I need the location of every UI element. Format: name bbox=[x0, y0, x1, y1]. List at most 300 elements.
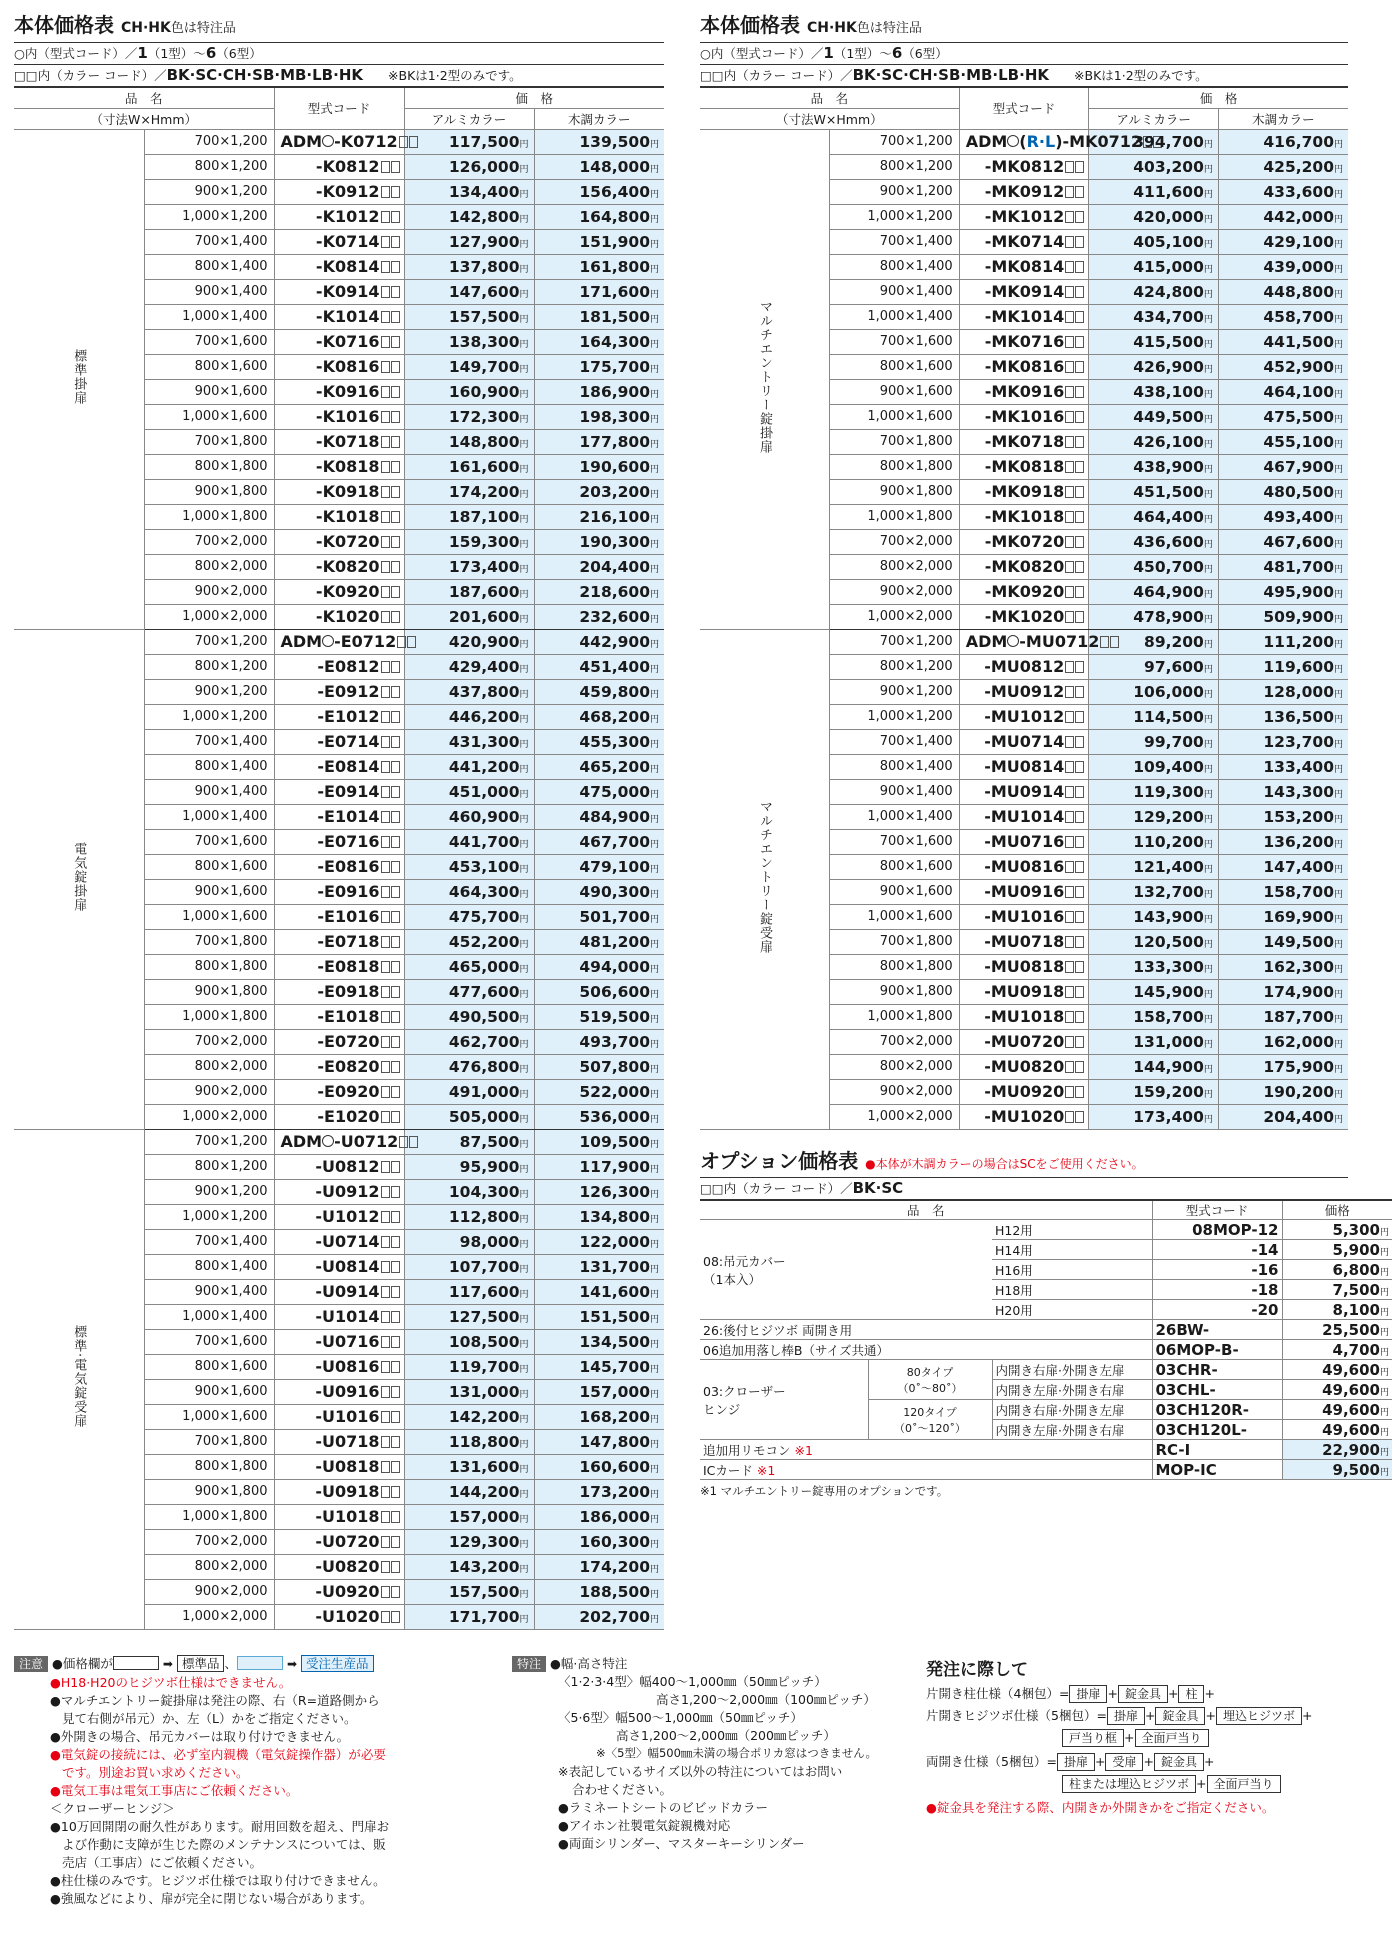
code-cell: -E1018 bbox=[274, 1004, 404, 1029]
code-cell: -U0714 bbox=[274, 1229, 404, 1254]
wood-price: 204,400円 bbox=[534, 554, 664, 579]
color-code-box bbox=[1075, 986, 1084, 998]
color-code-box bbox=[381, 786, 390, 798]
size-cell: 700×2,000 bbox=[144, 1529, 274, 1554]
code-cell: -E1012 bbox=[274, 704, 404, 729]
wood-price: 475,500円 bbox=[1218, 404, 1348, 429]
size-cell: 900×1,400 bbox=[830, 279, 960, 304]
wood-price: 465,200円 bbox=[534, 754, 664, 779]
yen-unit: 円 bbox=[649, 614, 659, 625]
color-code-box bbox=[1075, 611, 1084, 623]
size-cell: 700×1,600 bbox=[144, 829, 274, 854]
yen-unit: 円 bbox=[519, 739, 529, 750]
color-code-box bbox=[391, 311, 400, 323]
size-cell: 1,000×1,400 bbox=[144, 804, 274, 829]
alumi-price: 462,700円 bbox=[404, 1029, 534, 1054]
wood-price: 480,500円 bbox=[1218, 479, 1348, 504]
yen-unit: 円 bbox=[519, 1314, 529, 1325]
size-cell: 800×1,400 bbox=[144, 754, 274, 779]
closer-direction: 内開き右扉·外開き左扉 bbox=[992, 1400, 1152, 1420]
code-cell: -K1012 bbox=[274, 204, 404, 229]
col-code-header: 型式コード bbox=[959, 87, 1089, 129]
yen-unit: 円 bbox=[649, 814, 659, 825]
alumi-price: 394,700円 bbox=[1089, 129, 1219, 154]
wood-price: 190,200円 bbox=[1218, 1079, 1348, 1104]
col-alumi-header: アルミカラー bbox=[404, 108, 534, 129]
yen-unit: 円 bbox=[1203, 289, 1213, 300]
note-7: ●10万回開閉の耐久性があります。耐用回数を超え、門扉お bbox=[50, 1819, 390, 1834]
color-code-box bbox=[1065, 1061, 1074, 1073]
yen-unit: 円 bbox=[649, 1089, 659, 1100]
yen-unit: 円 bbox=[649, 714, 659, 725]
yen-unit: 円 bbox=[1333, 239, 1343, 250]
alumi-price: 97,600円 bbox=[1089, 654, 1219, 679]
size-cell: 1,000×1,800 bbox=[144, 504, 274, 529]
color-code-box bbox=[391, 1111, 400, 1123]
yen-unit: 円 bbox=[649, 1389, 659, 1400]
size-cell: 900×1,400 bbox=[144, 279, 274, 304]
yen-unit: 円 bbox=[1203, 464, 1213, 475]
code-cell: -MU0920 bbox=[959, 1079, 1089, 1104]
color-code-box bbox=[391, 811, 400, 823]
special-6: ※〈5型〉幅500㎜未満の場合ポリカ窓はつきません。 bbox=[596, 1746, 877, 1760]
yen-unit: 円 bbox=[1333, 864, 1343, 875]
wood-price: 467,700円 bbox=[534, 829, 664, 854]
code-cell: -E0914 bbox=[274, 779, 404, 804]
yen-unit: 円 bbox=[1203, 364, 1213, 375]
size-cell: 900×2,000 bbox=[830, 579, 960, 604]
yen-unit: 円 bbox=[1379, 1287, 1389, 1298]
color-code-box bbox=[381, 1461, 390, 1473]
alumi-price: 437,800円 bbox=[404, 679, 534, 704]
alumi-price: 104,300円 bbox=[404, 1179, 534, 1204]
code-cell: -E0920 bbox=[274, 1079, 404, 1104]
yen-unit: 円 bbox=[1203, 939, 1213, 950]
wood-price: 128,000円 bbox=[1218, 679, 1348, 704]
size-cell: 1,000×1,200 bbox=[144, 204, 274, 229]
color-code-box bbox=[391, 1611, 400, 1623]
yen-unit: 円 bbox=[1203, 314, 1213, 325]
order-part: 全面戸当り bbox=[1135, 1729, 1209, 1747]
code-prefix: ADM - bbox=[280, 1132, 341, 1151]
yen-unit: 円 bbox=[519, 139, 529, 150]
option-footnote: ※1 マルチエントリー錠専用のオプションです。 bbox=[700, 1484, 949, 1498]
yen-unit: 円 bbox=[649, 439, 659, 450]
ordering-guide bbox=[926, 1662, 1346, 1816]
color-code-box bbox=[1065, 386, 1074, 398]
yen-unit: 円 bbox=[519, 1289, 529, 1300]
color-code-box bbox=[381, 436, 390, 448]
yen-unit: 円 bbox=[649, 1039, 659, 1050]
type-code-circle bbox=[1007, 135, 1019, 147]
caution-notes bbox=[14, 1654, 494, 1907]
yen-unit: 円 bbox=[649, 1564, 659, 1575]
option-price: 49,600円 bbox=[1282, 1360, 1392, 1380]
size-cell: 1,000×1,600 bbox=[144, 904, 274, 929]
wood-price: 164,800円 bbox=[534, 204, 664, 229]
color-code-box bbox=[1065, 1036, 1074, 1048]
code-cell: -MK0720 bbox=[959, 529, 1089, 554]
color-code-box bbox=[391, 1386, 400, 1398]
size-cell: 900×1,400 bbox=[830, 779, 960, 804]
option-code: 03CHR- bbox=[1152, 1360, 1282, 1380]
code-cell: -E1014 bbox=[274, 804, 404, 829]
color-code-box bbox=[1075, 1036, 1084, 1048]
wood-price: 190,600円 bbox=[534, 454, 664, 479]
option-row bbox=[700, 1340, 1392, 1360]
yen-unit: 円 bbox=[519, 364, 529, 375]
code-cell: -MU1012 bbox=[959, 704, 1089, 729]
code-cell: -K1016 bbox=[274, 404, 404, 429]
col-name-header: 品 名 bbox=[14, 87, 274, 108]
yen-unit: 円 bbox=[1333, 964, 1343, 975]
alumi-price: 436,600円 bbox=[1089, 529, 1219, 554]
wood-price: 169,900円 bbox=[1218, 904, 1348, 929]
cover-size: H16用 bbox=[992, 1260, 1152, 1280]
closer-label bbox=[700, 1360, 868, 1440]
size-cell: 700×1,200 bbox=[144, 629, 274, 654]
special-tag: 特注 bbox=[512, 1656, 546, 1672]
yen-unit: 円 bbox=[649, 339, 659, 350]
color-code-box bbox=[391, 911, 400, 923]
color-code-box bbox=[391, 1011, 400, 1023]
color-code-box bbox=[381, 1336, 390, 1348]
yen-unit: 円 bbox=[1333, 139, 1343, 150]
alumi-price: 451,000円 bbox=[404, 779, 534, 804]
group-label bbox=[14, 1129, 144, 1629]
yen-unit: 円 bbox=[649, 1164, 659, 1175]
yen-unit: 円 bbox=[1333, 639, 1343, 650]
alumi-price: 201,600円 bbox=[404, 604, 534, 629]
size-cell: 1,000×2,000 bbox=[830, 1104, 960, 1129]
color-code-box bbox=[381, 1286, 390, 1298]
alumi-price: 450,700円 bbox=[1089, 554, 1219, 579]
left-price-table bbox=[14, 86, 664, 1630]
yen-unit: 円 bbox=[1333, 414, 1343, 425]
color-code-box bbox=[381, 936, 390, 948]
alumi-price: 144,900円 bbox=[1089, 1054, 1219, 1079]
color-code-box bbox=[391, 836, 400, 848]
wood-price: 122,000円 bbox=[534, 1229, 664, 1254]
code-cell: -E0812 bbox=[274, 654, 404, 679]
yen-unit: 円 bbox=[649, 1289, 659, 1300]
color-code-note-right: □□内（カラー コード）／BK·SC·CH·SB·MB·LB·HK ※BKは1·2型のみです。 bbox=[700, 64, 1348, 86]
legend-standard-label: 標準品 bbox=[177, 1655, 225, 1672]
wood-price: 416,700円 bbox=[1218, 129, 1348, 154]
alumi-price: 475,700円 bbox=[404, 904, 534, 929]
color-code-box bbox=[391, 1536, 400, 1548]
yen-unit: 円 bbox=[519, 589, 529, 600]
yen-unit: 円 bbox=[1333, 1064, 1343, 1075]
yen-unit: 円 bbox=[649, 939, 659, 950]
cover-label bbox=[700, 1220, 992, 1320]
color-code-box bbox=[391, 686, 400, 698]
color-code-box bbox=[399, 136, 408, 148]
wood-price: 156,400円 bbox=[534, 179, 664, 204]
group-label bbox=[14, 629, 144, 1129]
alumi-price: 89,200円 bbox=[1089, 629, 1219, 654]
color-code-box bbox=[391, 336, 400, 348]
size-cell: 900×1,600 bbox=[830, 879, 960, 904]
size-cell: 800×1,600 bbox=[144, 854, 274, 879]
alumi-price: 145,900円 bbox=[1089, 979, 1219, 1004]
code-cell: -K0714 bbox=[274, 229, 404, 254]
color-code-box bbox=[1065, 561, 1074, 573]
wood-price: 506,600円 bbox=[534, 979, 664, 1004]
option-price: 49,600円 bbox=[1282, 1420, 1392, 1440]
option-price: 4,700円 bbox=[1282, 1340, 1392, 1360]
color-code-box bbox=[1075, 786, 1084, 798]
yen-unit: 円 bbox=[519, 914, 529, 925]
wood-price: 147,400円 bbox=[1218, 854, 1348, 879]
color-code-box bbox=[391, 1261, 400, 1273]
yen-unit: 円 bbox=[519, 1589, 529, 1600]
color-code-box bbox=[391, 1236, 400, 1248]
yen-unit: 円 bbox=[1203, 164, 1213, 175]
color-code-box bbox=[391, 1161, 400, 1173]
wood-price: 151,500円 bbox=[534, 1304, 664, 1329]
alumi-price: 109,400円 bbox=[1089, 754, 1219, 779]
alumi-price: 159,200円 bbox=[1089, 1079, 1219, 1104]
size-cell: 700×1,600 bbox=[144, 329, 274, 354]
color-code-box bbox=[381, 311, 390, 323]
code-cell: -K0914 bbox=[274, 279, 404, 304]
yen-unit: 円 bbox=[1333, 739, 1343, 750]
option-price: 9,500円 bbox=[1282, 1460, 1392, 1480]
color-code-box bbox=[1065, 886, 1074, 898]
wood-price: 501,700円 bbox=[534, 904, 664, 929]
option-code: 08MOP-12 bbox=[1152, 1220, 1282, 1240]
color-code-box bbox=[381, 1061, 390, 1073]
yen-unit: 円 bbox=[1203, 714, 1213, 725]
order-part: 錠金具 bbox=[1155, 1707, 1205, 1725]
yen-unit: 円 bbox=[519, 764, 529, 775]
alumi-price: 441,700円 bbox=[404, 829, 534, 854]
color-code-box bbox=[407, 636, 416, 648]
wood-price: 126,300円 bbox=[534, 1179, 664, 1204]
yen-unit: 円 bbox=[519, 439, 529, 450]
table-row bbox=[700, 629, 1348, 654]
code-cell: -U0718 bbox=[274, 1429, 404, 1454]
size-cell: 1,000×1,600 bbox=[830, 404, 960, 429]
yen-unit: 円 bbox=[1379, 1367, 1389, 1378]
wood-price: 522,000円 bbox=[534, 1079, 664, 1104]
color-code-box bbox=[1065, 1111, 1074, 1123]
order-part: 全面戸当り bbox=[1207, 1775, 1281, 1793]
size-cell: 700×1,400 bbox=[830, 729, 960, 754]
yen-unit: 円 bbox=[519, 264, 529, 275]
alumi-price: 118,800円 bbox=[404, 1429, 534, 1454]
code-cell: -U1018 bbox=[274, 1504, 404, 1529]
yen-unit: 円 bbox=[1203, 214, 1213, 225]
yen-unit: 円 bbox=[519, 689, 529, 700]
code-cell: -MK0812 bbox=[959, 154, 1089, 179]
note-3: ●外開きの場合、吊元カバーは取り付けできません。 bbox=[50, 1729, 350, 1744]
closer-type-name: 80タイプ bbox=[906, 1365, 954, 1379]
wood-price: 475,000円 bbox=[534, 779, 664, 804]
size-cell: 1,000×1,800 bbox=[144, 1504, 274, 1529]
code-cell: ADM (R·L)- MK0712 bbox=[959, 129, 1089, 154]
color-code-box bbox=[391, 386, 400, 398]
color-code-box bbox=[1065, 711, 1074, 723]
wood-price: 204,400円 bbox=[1218, 1104, 1348, 1129]
alumi-price: 415,000円 bbox=[1089, 254, 1219, 279]
alumi-price: 126,000円 bbox=[404, 154, 534, 179]
footnote-mark: ※1 bbox=[752, 1462, 776, 1478]
yen-unit: 円 bbox=[1333, 539, 1343, 550]
note-8: ●柱仕様のみです。ヒジツボ仕様では取り付けできません。 bbox=[50, 1873, 386, 1888]
color-code-box bbox=[1065, 1011, 1074, 1023]
code-cell: -MK0818 bbox=[959, 454, 1089, 479]
size-cell: 900×1,200 bbox=[830, 179, 960, 204]
code-cell: -K0720 bbox=[274, 529, 404, 554]
color-code-box bbox=[391, 211, 400, 223]
yen-unit: 円 bbox=[1203, 1039, 1213, 1050]
yen-unit: 円 bbox=[519, 614, 529, 625]
size-cell: 700×2,000 bbox=[144, 1029, 274, 1054]
wood-price: 490,300円 bbox=[534, 879, 664, 904]
wood-price: 186,900円 bbox=[534, 379, 664, 404]
size-cell: 900×1,200 bbox=[830, 679, 960, 704]
order-part: 受扉 bbox=[1105, 1753, 1143, 1771]
code-cell: -U0916 bbox=[274, 1379, 404, 1404]
yen-unit: 円 bbox=[649, 164, 659, 175]
code-cell: ADM - K0712 bbox=[274, 129, 404, 154]
closer-direction: 内開き右扉·外開き左扉 bbox=[992, 1360, 1152, 1380]
code-cell: -U0716 bbox=[274, 1329, 404, 1354]
yen-unit: 円 bbox=[519, 839, 529, 850]
code-cell: -E0916 bbox=[274, 879, 404, 904]
yen-unit: 円 bbox=[1379, 1347, 1389, 1358]
color-code-box bbox=[391, 1486, 400, 1498]
yen-unit: 円 bbox=[649, 139, 659, 150]
order-note: ●錠金具を発注する際、内開きか外開きかをご指定ください。 bbox=[926, 1800, 1275, 1815]
color-code-box bbox=[381, 586, 390, 598]
alumi-price: 451,500円 bbox=[1089, 479, 1219, 504]
yen-unit: 円 bbox=[649, 1014, 659, 1025]
code-cell: -MK1016 bbox=[959, 404, 1089, 429]
code-cell: -K0920 bbox=[274, 579, 404, 604]
color-code-box bbox=[1075, 261, 1084, 273]
yen-unit: 円 bbox=[1333, 389, 1343, 400]
size-cell: 900×2,000 bbox=[144, 1079, 274, 1104]
code-cell: -E0918 bbox=[274, 979, 404, 1004]
option-code: -20 bbox=[1152, 1300, 1282, 1320]
option-price: 5,300円 bbox=[1282, 1220, 1392, 1240]
size-cell: 700×1,200 bbox=[144, 1129, 274, 1154]
color-code-box bbox=[381, 1436, 390, 1448]
yen-unit: 円 bbox=[1333, 614, 1343, 625]
yen-unit: 円 bbox=[519, 1464, 529, 1475]
alumi-price: 157,000円 bbox=[404, 1504, 534, 1529]
option-code: -16 bbox=[1152, 1260, 1282, 1280]
wood-price: 493,400円 bbox=[1218, 504, 1348, 529]
color-code-box bbox=[1065, 811, 1074, 823]
yen-unit: 円 bbox=[519, 1239, 529, 1250]
size-cell: 800×1,400 bbox=[830, 254, 960, 279]
cover-size: H20用 bbox=[992, 1300, 1152, 1320]
size-cell: 900×1,600 bbox=[144, 879, 274, 904]
wood-price: 186,000円 bbox=[534, 1504, 664, 1529]
yen-unit: 円 bbox=[1379, 1427, 1389, 1438]
order-single-hinge-cont: 戸当り框 + 全面戸当り bbox=[926, 1729, 1346, 1747]
yen-unit: 円 bbox=[519, 814, 529, 825]
order-part: 掛扉 bbox=[1057, 1753, 1095, 1771]
color-code-box bbox=[391, 286, 400, 298]
alumi-price: 491,000円 bbox=[404, 1079, 534, 1104]
yen-unit: 円 bbox=[519, 164, 529, 175]
alumi-price: 476,800円 bbox=[404, 1054, 534, 1079]
size-cell: 800×1,200 bbox=[830, 654, 960, 679]
alumi-price: 415,500円 bbox=[1089, 329, 1219, 354]
code-cell: -MU1014 bbox=[959, 804, 1089, 829]
order-part: 掛扉 bbox=[1107, 1707, 1145, 1725]
yen-unit: 円 bbox=[519, 564, 529, 575]
alumi-price: 142,200円 bbox=[404, 1404, 534, 1429]
wood-price: 198,300円 bbox=[534, 404, 664, 429]
yen-unit: 円 bbox=[649, 1214, 659, 1225]
code-cell: -E0912 bbox=[274, 679, 404, 704]
option-price: 49,600円 bbox=[1282, 1400, 1392, 1420]
wood-price: 442,900円 bbox=[534, 629, 664, 654]
color-code-box bbox=[1075, 961, 1084, 973]
yen-unit: 円 bbox=[1379, 1407, 1389, 1418]
yen-unit: 円 bbox=[519, 214, 529, 225]
option-row bbox=[700, 1440, 1392, 1460]
yen-unit: 円 bbox=[1333, 314, 1343, 325]
wood-price: 188,500円 bbox=[534, 1579, 664, 1604]
color-code-box bbox=[1065, 936, 1074, 948]
code-cell: -MU0718 bbox=[959, 929, 1089, 954]
yen-unit: 円 bbox=[1379, 1327, 1389, 1338]
alumi-price: 117,500円 bbox=[404, 129, 534, 154]
code-cell: ADM - E0712 bbox=[274, 629, 404, 654]
color-code-box bbox=[391, 1186, 400, 1198]
yen-unit: 円 bbox=[1203, 1114, 1213, 1125]
alumi-price: 119,300円 bbox=[1089, 779, 1219, 804]
code-cell: -MU0918 bbox=[959, 979, 1089, 1004]
color-code-box bbox=[391, 1561, 400, 1573]
size-cell: 700×1,800 bbox=[830, 429, 960, 454]
code-cell: -U0820 bbox=[274, 1554, 404, 1579]
color-code-box bbox=[1075, 936, 1084, 948]
yen-unit: 円 bbox=[1203, 664, 1213, 675]
color-code-box bbox=[1075, 336, 1084, 348]
alumi-price: 403,200円 bbox=[1089, 154, 1219, 179]
yen-unit: 円 bbox=[649, 864, 659, 875]
color-code-box bbox=[1065, 211, 1074, 223]
size-cell: 1,000×1,600 bbox=[830, 904, 960, 929]
wood-price: 467,600円 bbox=[1218, 529, 1348, 554]
yen-unit: 円 bbox=[519, 864, 529, 875]
yen-unit: 円 bbox=[519, 1564, 529, 1575]
note-5: ●電気工事は電気工事店にご依頼ください。 bbox=[50, 1783, 299, 1798]
wood-price: 123,700円 bbox=[1218, 729, 1348, 754]
yen-unit: 円 bbox=[649, 914, 659, 925]
color-code-box bbox=[381, 611, 390, 623]
size-cell: 900×1,200 bbox=[144, 679, 274, 704]
color-code-box bbox=[1065, 311, 1074, 323]
code-cell: -E0820 bbox=[274, 1054, 404, 1079]
code-cell: -U0816 bbox=[274, 1354, 404, 1379]
table-row bbox=[14, 629, 664, 654]
size-cell: 1,000×1,600 bbox=[144, 404, 274, 429]
code-cell: -MK0714 bbox=[959, 229, 1089, 254]
wood-price: 136,200円 bbox=[1218, 829, 1348, 854]
size-cell: 700×2,000 bbox=[144, 529, 274, 554]
color-code-box bbox=[381, 1611, 390, 1623]
wood-price: 141,600円 bbox=[534, 1279, 664, 1304]
